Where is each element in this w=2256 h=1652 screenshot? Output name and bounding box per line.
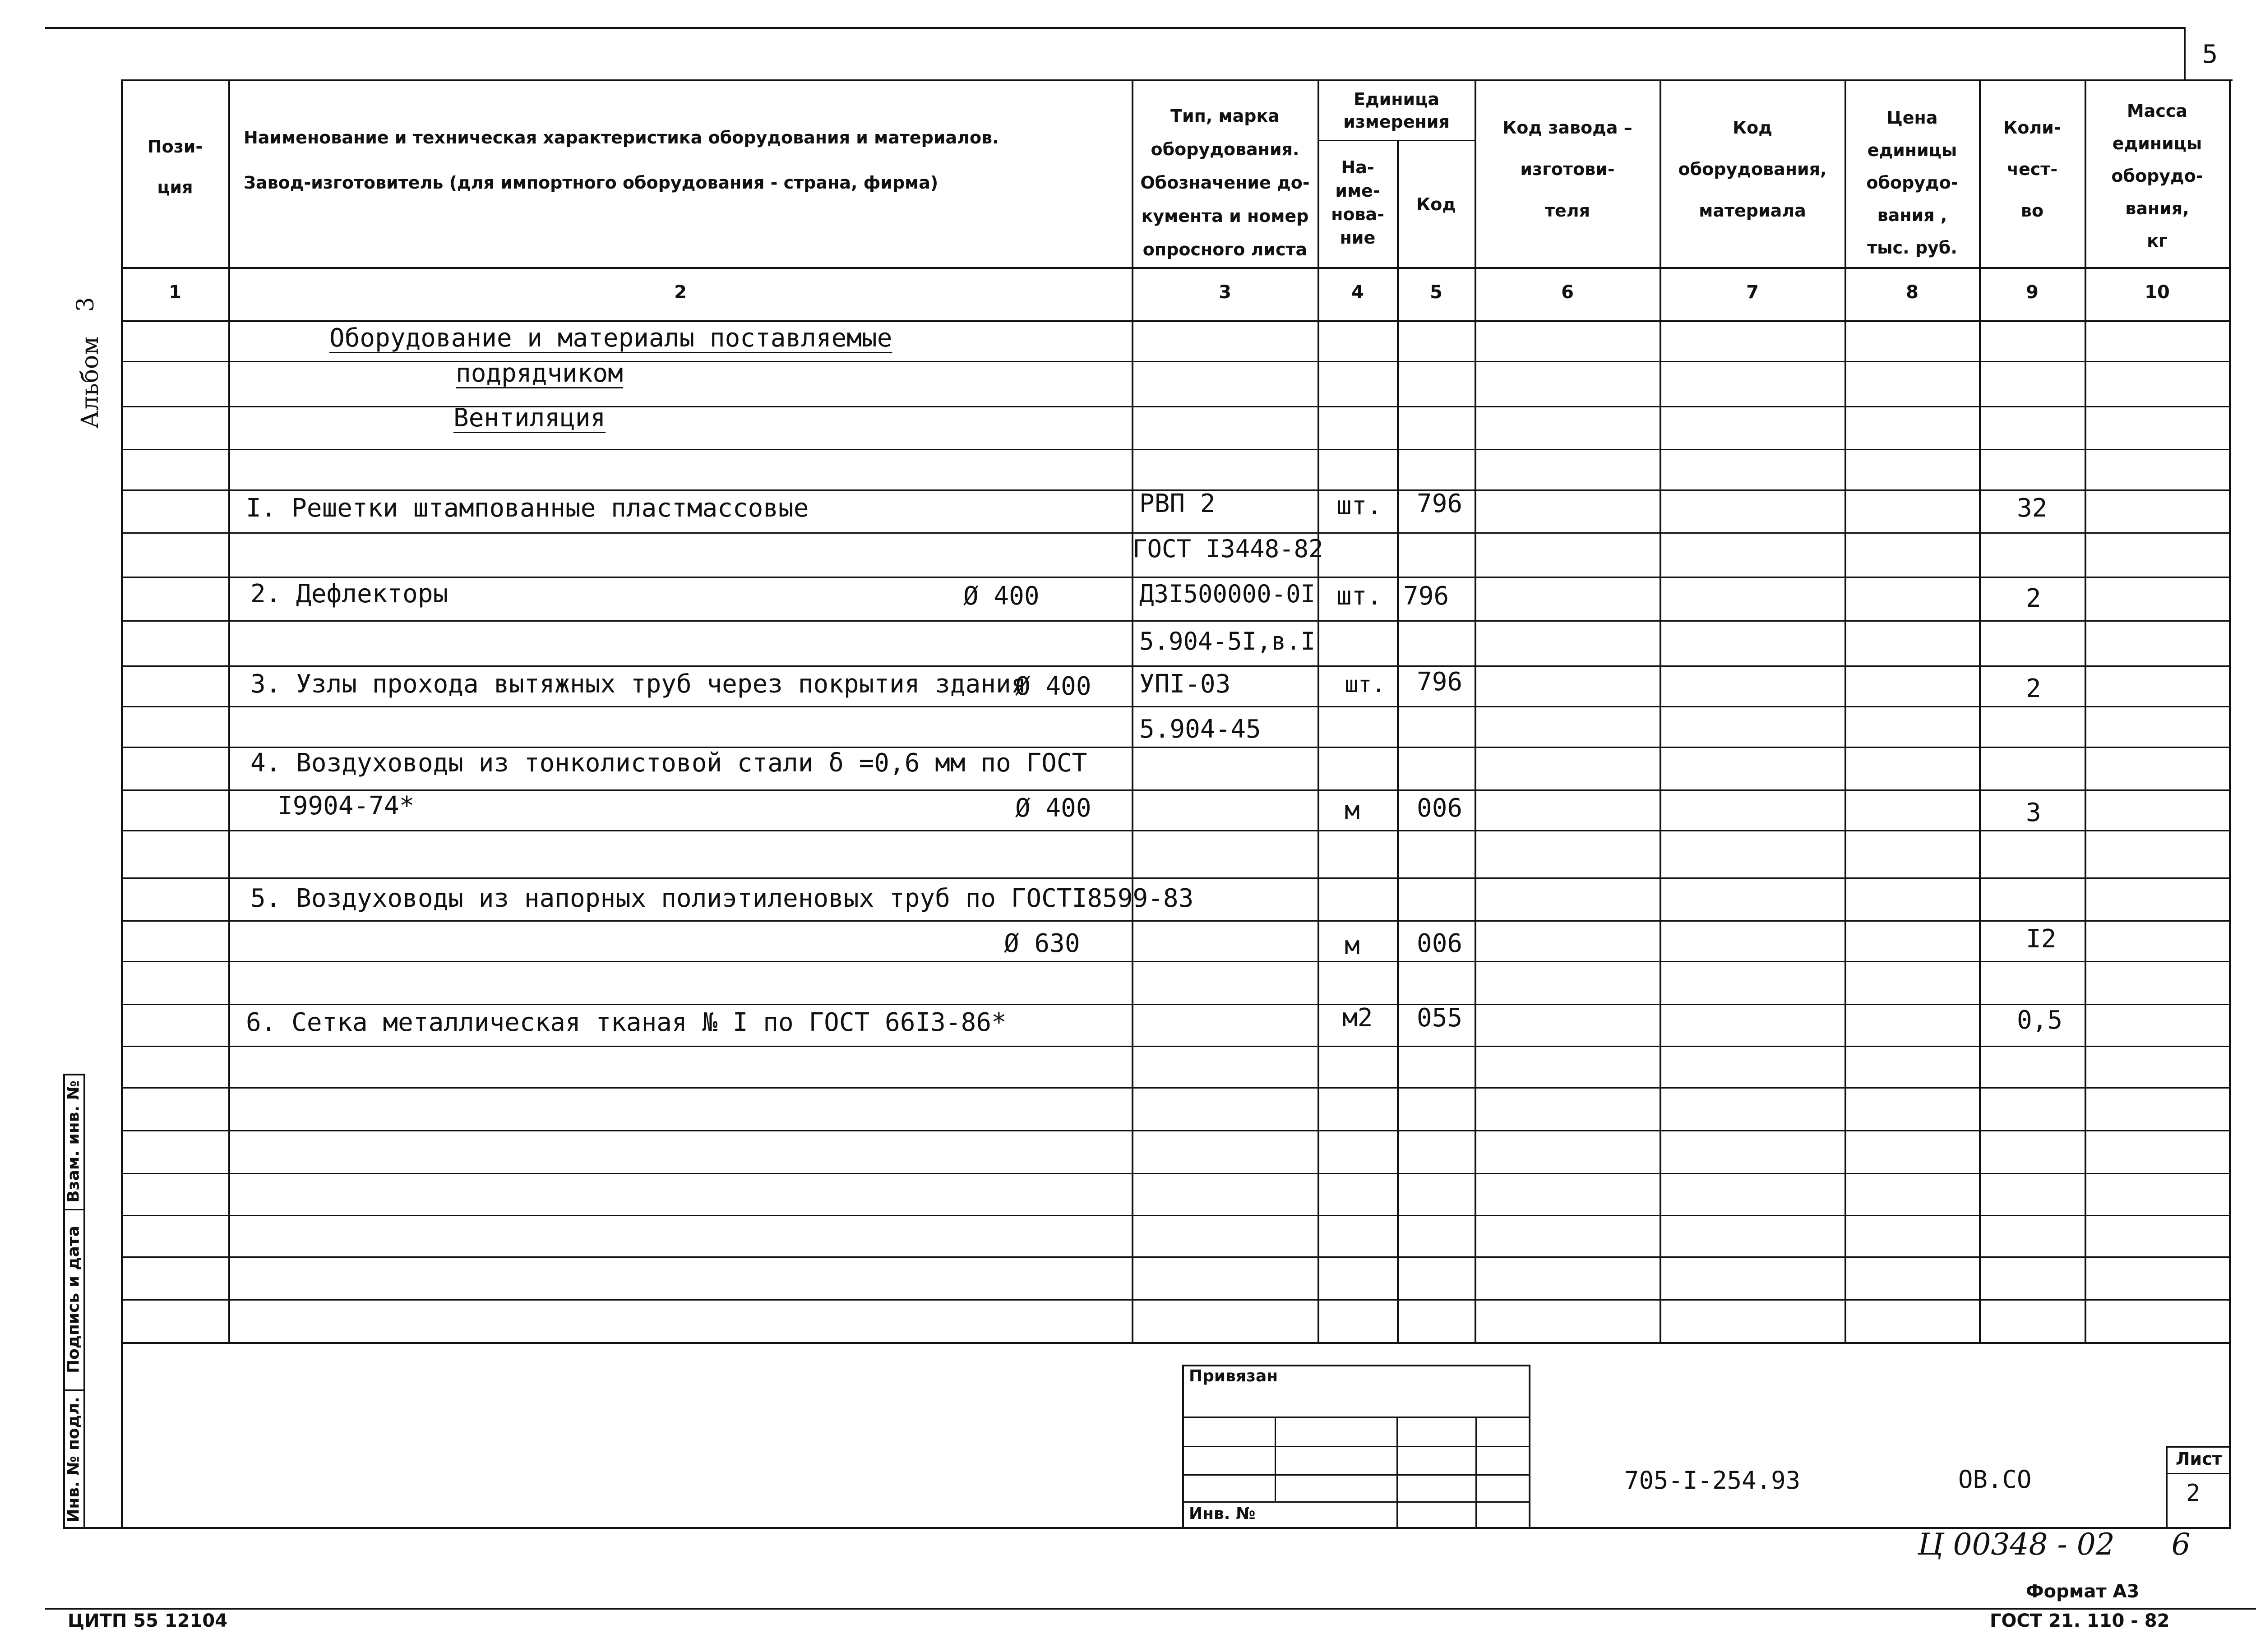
colnum-8: 8 [1906,282,1919,303]
colnum-2: 2 [674,282,687,303]
colnum-1: 1 [169,282,181,303]
stamp-row-1 [1182,1417,1530,1418]
header-type: Тип, марка оборудования. Обозначение до- кумента и номер опросного листа [1140,106,1310,259]
row-line [121,920,2229,922]
row5-diameter: Ø 630 [1004,929,1080,958]
row-line [121,877,2229,879]
header-quantity: Коли- чест- во [2003,118,2061,221]
header-position: Пози- ция [147,137,203,197]
col-line-9 [2085,79,2086,1344]
page-box-left [2184,27,2186,81]
inv-vzam-label: Взам. инв. № [64,1080,83,1203]
row-line [121,406,2229,407]
row4-name-cont: I9904-74* [277,791,415,821]
doc-mark: ОВ.СО [1958,1465,2032,1494]
col-line-5 [1475,79,1476,1344]
row-line [121,789,2229,791]
row6-name: 6. Сетка металлическая тканая № I по ГОСТ 66I3-86* [246,1008,1007,1037]
row3-unit: шт. [1345,671,1386,697]
header-bottom [121,267,2229,269]
row6-qty: 0,5 [2017,1006,2063,1035]
colnum-7: 7 [1746,282,1759,303]
row1-type: РВП 2 [1139,489,1216,518]
stamp-col-3 [1475,1417,1477,1529]
sheet-box-top [2166,1446,2231,1448]
row3-qty: 2 [2026,674,2041,703]
page-number: 5 [2202,40,2218,69]
colnum-5: 5 [1430,282,1442,303]
stamp-row-3 [1182,1474,1530,1476]
row-line [121,577,2229,578]
stamp-row-2 [1182,1446,1530,1447]
unit-subheader-line [1318,140,1475,141]
stamp-row-4 [1182,1501,1530,1503]
handwritten-inventory: Ц 00348 - 02 6 [1918,1527,2191,1562]
footer-format: Формат А3 [2026,1581,2140,1602]
row4-qty: 3 [2026,798,2041,827]
colnum-3: 3 [1219,282,1231,303]
col-line-7 [1845,79,1846,1344]
section-title-line3: Вентиляция [453,403,606,433]
row-line [121,830,2229,831]
row6-unit: м2 [1342,1003,1373,1033]
frame-bottom [63,1527,2229,1529]
top-rule [45,27,2184,29]
row1-qty: 32 [2017,494,2048,523]
header-name: Наименование и техническая характеристика оборудования и материалов. Завод-изготовитель (для импортного оборудования - страна, фирма) [244,128,999,193]
strip-top [63,1074,85,1075]
row5-code: 006 [1417,929,1463,958]
stamp-col-2 [1396,1417,1398,1529]
header-unit-code: Код [1416,194,1456,214]
row2-code: 796 [1403,581,1449,611]
row-line [121,532,2229,534]
col-line-8 [1979,79,1981,1344]
section-title-line1: Оборудование и материалы поставляемые [329,323,892,353]
table-bottom [121,1342,2229,1344]
row-line [121,1087,2229,1089]
header-mass: Масса единицы оборудо- вания, кг [2111,101,2203,251]
strip-right [83,1074,85,1529]
header-material-code: Код оборудования, материала [1678,118,1827,221]
sheet-box-left [2166,1446,2168,1529]
colnum-bottom [121,320,2229,322]
row1-name: I. Решетки штампованные пластмассовые [246,494,809,523]
colnum-4: 4 [1351,282,1364,303]
row-line [121,961,2229,962]
col-line-2 [1132,79,1133,1344]
row-line [121,1046,2229,1047]
row4-name: 4. Воздуховоды из тонколистовой стали δ =0,6 мм по ГОСТ [250,748,1087,778]
row2-diameter: Ø 400 [963,581,1040,611]
row5-unit: м [1345,931,1360,960]
section-title-line2: подрядчиком [456,359,623,388]
row2-qty: 2 [2026,584,2041,613]
strip-div-1 [63,1209,85,1210]
row5-qty: I2 [2026,924,2057,954]
row1-type-doc: ГОСТ I3448-82 [1133,535,1323,563]
header-unit-name: На- име- нова- ние [1331,157,1384,248]
row-line [121,361,2229,362]
frame-top [121,79,2233,81]
row-line [121,1173,2229,1174]
row1-code: 796 [1417,489,1463,518]
row4-unit: м [1345,796,1360,825]
row-line [121,1256,2229,1258]
stamp-col-1 [1275,1417,1276,1502]
colnum-10: 10 [2145,282,2170,303]
row3-name: 3. Узлы прохода вытяжных труб через покрытия здания [250,669,1026,699]
row-line [121,1130,2229,1131]
row3-type-doc: 5.904-45 [1139,715,1261,744]
album-label [77,337,104,429]
col-line-6 [1660,79,1661,1344]
row-line [121,706,2229,707]
signature-date-label: Подпись и дата [64,1226,83,1373]
row1-unit: шт. [1336,491,1382,521]
row2-type: ДЗI500000-0I [1139,580,1316,608]
header-plant-code: Код завода – изготови- теля [1502,118,1632,221]
row3-code: 796 [1417,667,1463,697]
row3-type: УПI-03 [1139,669,1231,699]
row6-code: 055 [1417,1003,1463,1033]
footer-rule [45,1608,2256,1610]
row2-type-doc: 5.904-5I,в.I [1139,627,1316,655]
row-line [121,747,2229,748]
album-label-text: Альбом [77,337,104,429]
col-line-3 [1318,79,1319,1344]
row-line [121,1004,2229,1005]
colnum-6: 6 [1561,282,1574,303]
row2-unit: шт. [1336,581,1382,611]
header-price: Цена единицы оборудо- вания , тыс. руб. [1866,108,1958,258]
row-line [121,449,2229,450]
doc-code: 705-I-254.93 [1624,1466,1801,1495]
row2-name: 2. Дефлекторы [250,579,448,609]
col-line-1 [228,79,230,1344]
sheet-box-mid [2166,1473,2231,1474]
row4-code: 006 [1417,794,1463,823]
row-line [121,620,2229,622]
row-line [121,665,2229,667]
stamp-inv-no: Инв. № [1189,1504,1256,1523]
colnum-9: 9 [2026,282,2039,303]
sheet-label: Лист [2176,1449,2222,1469]
footer-gost: ГОСТ 21. 110 - 82 [1990,1610,2170,1631]
album-number: 3 [72,297,99,312]
frame-right [2229,79,2231,1529]
row3-diameter: Ø 400 [1015,672,1091,701]
footer-left: ЦИТП 55 12104 [68,1610,228,1631]
sheet-number: 2 [2186,1480,2201,1507]
row5-name: 5. Воздуховоды из напорных полиэтиленовых труб по ГОСТI8599-83 [250,884,1194,913]
row4-diameter: Ø 400 [1015,794,1091,823]
header-unit: Единица измерения [1343,89,1450,132]
row-line [121,1299,2229,1301]
stamp-top [1182,1365,1530,1366]
row-line [121,1215,2229,1216]
stamp-privyazan: Привязан [1189,1367,1278,1385]
inv-podl-label: Инв. № подл. [64,1397,83,1523]
